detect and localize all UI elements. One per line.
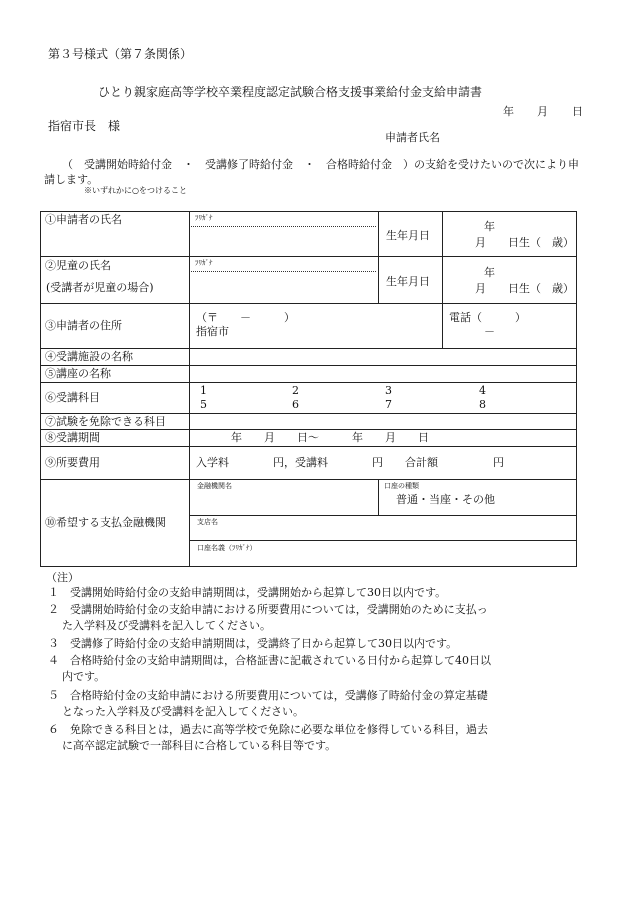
row-facility-label: ④受講施設の名称 xyxy=(45,350,133,363)
subject-number: 8 xyxy=(479,398,486,411)
note-item: １ 受講開始時給付金の支給申請期間は，受講開始から起算して30日以内です。 xyxy=(48,586,447,599)
row-address-label: ③申請者の住所 xyxy=(45,319,122,332)
form-number: 第３号様式（第７条関係） xyxy=(48,47,193,61)
subject-number: 7 xyxy=(385,398,392,411)
row-subjects-label: ⑥受講科目 xyxy=(45,391,100,404)
child-furigana-label: ﾌﾘｶﾞﾅ xyxy=(195,259,213,267)
note-item: ６ 免除できる科目とは，過去に高等学校で免除に必要な単位を修得している科目，過去 xyxy=(48,723,488,736)
city-text: 指宿市 xyxy=(196,325,229,338)
note-item: ２ 受講開始時給付金の支給申請における所要費用については，受講開始のために支払っ xyxy=(48,603,488,616)
fees-field: 入学料 円，受講料 円 合計額 円 xyxy=(196,456,504,469)
date-month: 月 xyxy=(537,105,548,118)
note-item: 内です。 xyxy=(62,670,106,683)
row-period-label: ⑧受講期間 xyxy=(45,431,100,444)
account-type-options: 普通・当座・その他 xyxy=(396,493,495,506)
subject-number: 5 xyxy=(200,398,207,411)
intro-note: ※いずれかに○をつけること xyxy=(84,186,187,195)
row-exempt-subjects-label: ⑦試験を免除できる科目 xyxy=(45,415,166,428)
row-child-name-label: ②児童の氏名 xyxy=(45,259,111,272)
date-year: 年 xyxy=(503,105,514,118)
note-item: ３ 受講修了時給付金の支給申請期間は，受講終了日から起算して30日以内です。 xyxy=(48,637,458,650)
bank-name-label: 金融機関名 xyxy=(197,482,232,490)
notes-heading: （注） xyxy=(46,571,79,584)
account-type-label: 口座の種類 xyxy=(384,482,419,490)
row-course-label: ⑤講座の名称 xyxy=(45,367,111,380)
subject-number: 3 xyxy=(385,384,392,397)
subject-number: 4 xyxy=(479,384,486,397)
postal-code-field: （〒 － ） xyxy=(196,311,295,324)
applicant-birth-label: 生年月日 xyxy=(386,229,430,242)
row-fees-label: ⑨所要費用 xyxy=(45,456,100,469)
phone-label: 電話（ ） xyxy=(449,311,526,324)
addressee: 指宿市長 様 xyxy=(48,119,121,133)
phone-dash: － xyxy=(484,325,495,338)
note-item: ５ 合格時給付金の支給申請における所要費用については，受講修了時給付金の算定基礎 xyxy=(48,689,488,702)
account-holder-label: 口座名義（ﾌﾘｶﾞﾅ） xyxy=(197,544,257,552)
period-field: 年 月 日～ 年 月 日 xyxy=(231,431,429,444)
applicant-furigana-label: ﾌﾘｶﾞﾅ xyxy=(195,214,213,222)
child-birth-label: 生年月日 xyxy=(386,275,430,288)
child-birth-month-day: 月 日生（ 歳） xyxy=(475,282,574,295)
date-day: 日 xyxy=(572,105,583,118)
row-child-name-sublabel: (受講者が児童の場合) xyxy=(46,281,154,294)
branch-label: 支店名 xyxy=(197,518,218,526)
note-item: に高卒認定試験で一部科目に合格している科目等です。 xyxy=(62,739,337,752)
subject-number: 6 xyxy=(292,398,299,411)
subject-number: 2 xyxy=(292,384,299,397)
subject-number: 1 xyxy=(200,384,207,397)
row-bank-label: ⑩希望する支払金融機関 xyxy=(45,516,166,529)
applicant-birth-month-day: 月 日生（ 歳） xyxy=(475,236,574,249)
note-item: となった入学料及び受講料を記入してください。 xyxy=(62,705,304,718)
note-item: た入学料及び受講料を記入してください。 xyxy=(62,619,271,632)
note-item: ４ 合格時給付金の支給申請期間は，合格証書に記載されている日付から起算して40日以 xyxy=(48,654,491,667)
applicant-name-label: 申請者氏名 xyxy=(385,131,440,144)
row-applicant-name-label: ①申請者の氏名 xyxy=(45,213,122,226)
intro-text: （ 受講開始時給付金 ・ 受講修了時給付金 ・ 合格時給付金 ）の支給を受けたいので次により申請します。 xyxy=(44,158,579,186)
applicant-birth-year: 年 xyxy=(484,220,495,233)
document-title: ひとり親家庭高等学校卒業程度認定試験合格支援事業給付金支給申請書 xyxy=(98,85,483,99)
child-birth-year: 年 xyxy=(484,266,495,279)
